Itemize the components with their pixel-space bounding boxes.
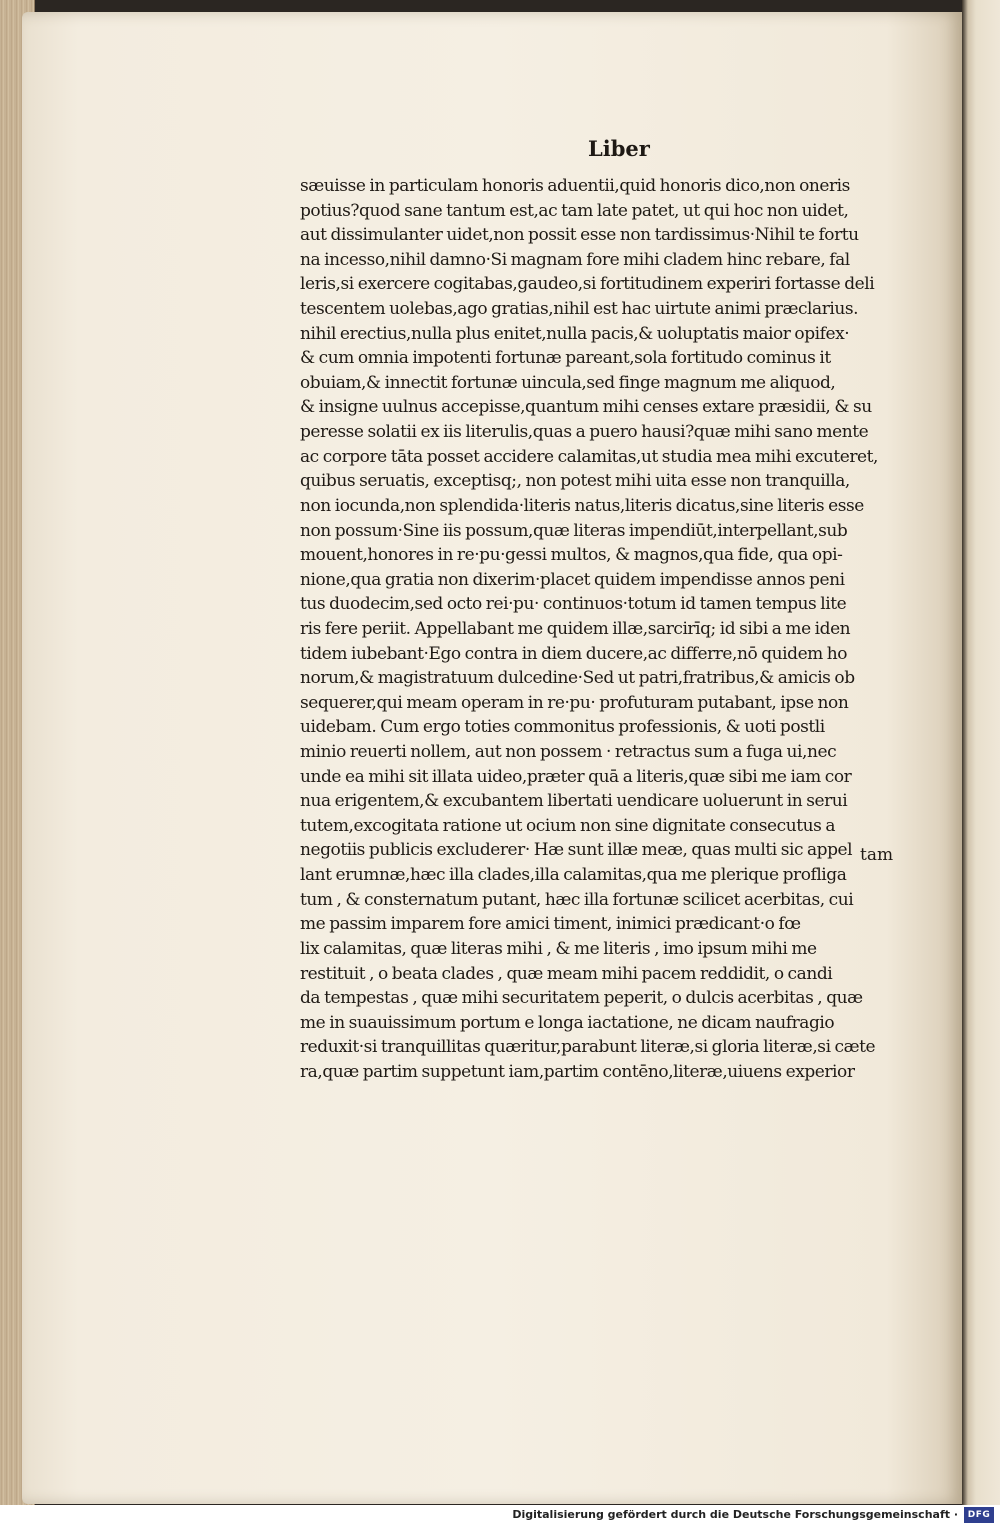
text-line: tum , & consternatum putant, hæc illa fortunæ scilicet acerbitas, cui: [300, 889, 854, 910]
text-line: lant erumnæ,hæc illa clades,illa calamitas,qua me plerique profliga: [300, 865, 847, 886]
text-line: ra,quæ partim suppetunt iam,partim contēno,literæ,uiuens experior: [300, 1061, 855, 1082]
text-line: restituit , o beata clades , quæ meam mihi pacem reddidit, o candi: [300, 963, 833, 984]
text-line: non possum·Sine iis possum,quæ literas impendiūt,interpellant,sub: [300, 520, 848, 541]
text-line: minio reuerti nollem, aut non possem · retractus sum a fuga ui,nec: [300, 742, 837, 763]
text-line: potius?quod sane tantum est,ac tam late patet, ut qui hoc non uidet,: [300, 200, 849, 221]
text-line: na incesso,nihil damno·Si magnam fore mihi cladem hinc rebare, fal: [300, 249, 850, 270]
text-line: tutem,excogitata ratione ut ocium non sine dignitate consecutus a: [300, 815, 835, 836]
text-line: quibus seruatis, exceptisq;, non potest mihi uita esse non tranquilla,: [300, 471, 850, 492]
text-line: lix calamitas, quæ literas mihi , & me literis , imo ipsum mihi me: [300, 938, 817, 959]
facing-page-edge: [962, 0, 1000, 1505]
text-line: me in suauissimum portum e longa iactatione, ne dicam naufragio: [300, 1012, 835, 1033]
text-line: sæuisse in particulam honoris aduentii,quid honoris dico,non oneris: [300, 176, 850, 196]
text-line: tescentem uolebas,ago gratias,nihil est hac uirtute animi præclarius.: [300, 299, 859, 320]
body-text-block: [300, 174, 910, 1085]
text-line: nua erigentem,& excubantem libertati uendicare uoluerunt in serui: [300, 791, 848, 812]
text-line: ac corpore tāta posset accidere calamitas,ut studia mea mihi excuteret,: [300, 446, 878, 467]
text-line: peresse solatii ex iis literulis,quas a puero hausi?quæ mihi sano mente: [300, 422, 869, 443]
text-line: nihil erectius,nulla plus enitet,nulla pacis,& uoluptatis maior opifex·: [300, 323, 850, 344]
running-head: Liber: [588, 136, 650, 161]
footer-bar: [0, 1505, 1000, 1526]
text-line: leris,si exercere cogitabas,gaudeo,si fortitudinem experiri fortasse deli: [300, 274, 875, 295]
dfg-logo: DFG: [964, 1507, 994, 1523]
text-line: da tempestas , quæ mihi securitatem peperit, o dulcis acerbitas , quæ: [300, 988, 863, 1009]
text-line: & insigne uulnus accepisse,quantum mihi censes extare præsidii, & su: [300, 397, 872, 418]
text-line: negotiis publicis excluderer· Hæ sunt illæ meæ, quas multi sic appel: [300, 840, 853, 861]
text-line: non iocunda,non splendida·literis natus,literis dicatus,sine literis esse: [300, 495, 864, 516]
text-line: tidem iubebant·Ego contra in diem ducere,ac differre,nō quidem ho: [300, 643, 848, 664]
text-line: me passim imparem fore amici timent, inimici prædicant·o fœ: [300, 914, 801, 935]
text-line: ris fere periit. Appellabant me quidem illæ,sarcirīq; id sibi a me iden: [300, 618, 851, 639]
text-line: reduxit·si tranquillitas quæritur,parabunt literæ,si gloria literæ,si cæte: [300, 1037, 876, 1058]
text-line: norum,& magistratuum dulcedine·Sed ut patri,fratribus,& amicis ob: [300, 668, 855, 689]
text-line: mouent,honores in re·pu·gessi multos, & magnos,qua fide, qua opi-: [300, 545, 843, 566]
funding-credit: Digitalisierung gefördert durch die Deutsche Forschungsgemeinschaft ·: [512, 1508, 958, 1521]
text-line: tus duodecim,sed octo rei·pu· continuos·totum id tamen tempus lite: [300, 594, 847, 615]
text-line: sequerer,qui meam operam in re·pu· profuturam putabant, ipse non: [300, 692, 849, 713]
text-line: aut dissimulanter uidet,non possit esse non tardissimus·Nihil te fortu: [300, 225, 859, 246]
text-line: & cum omnia impotenti fortunæ pareant,sola fortitudo cominus it: [300, 348, 831, 369]
text-line: unde ea mihi sit illata uideo,præter quā a literis,quæ sibi me iam cor: [300, 766, 852, 787]
text-line: nione,qua gratia non dixerim·placet quidem impendisse annos peni: [300, 569, 845, 590]
text-line: obuiam,& innectit fortunæ uincula,sed finge magnum me aliquod,: [300, 372, 836, 393]
catchword: tam: [860, 845, 894, 865]
text-line: uidebam. Cum ergo toties commonitus professionis, & uoti postli: [300, 717, 825, 738]
